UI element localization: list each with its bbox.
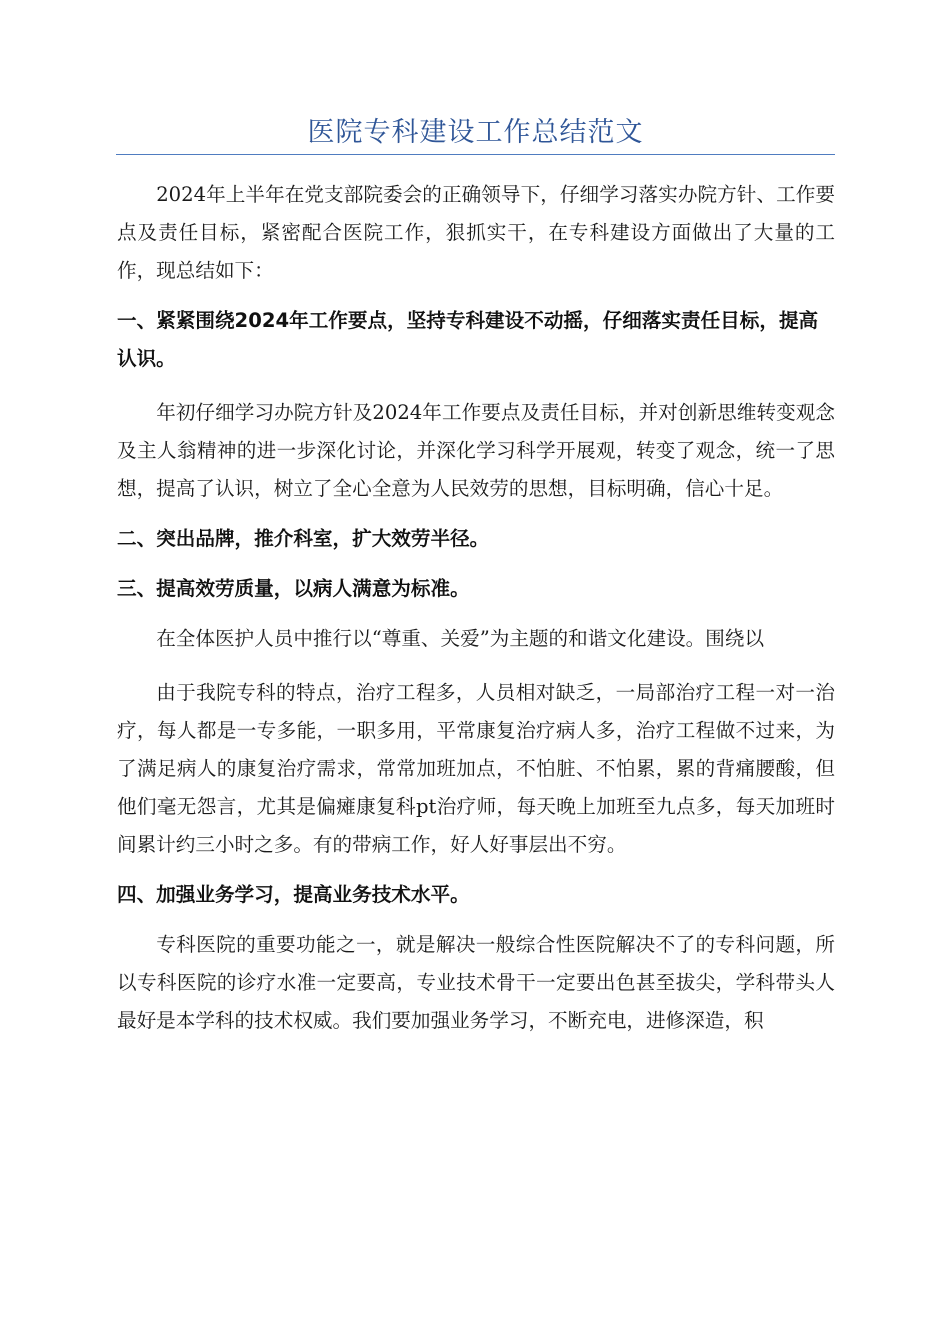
section-1-paragraph: 年初仔细学习办院方针及2024年工作要点及责任目标，并对创新思维转变观念及主人翁精神的进一步深化讨论，并深化学习科学开展观，转变了观念，统一了思想，提高了认识，树立了全心全意为人民效劳的思想，目标明确，信心十足。 [117,401,835,500]
section-1-heading: 一、紧紧围绕2024年工作要点，坚持专科建设不动摇，仔细落实责任目标，提高认识。 [117,309,819,370]
document-title: 医院专科建设工作总结范文 [307,117,644,148]
section-3-paragraph-1: 在全体医护人员中推行以“尊重、关爱”为主题的和谐文化建设。围绕以 [156,627,765,650]
intro-paragraph: 2024年上半年在党支部院委会的正确领导下，仔细学习落实办院方针、工作要点及责任目标，紧密配合医院工作，狠抓实干，在专科建设方面做出了大量的工作，现总结如下： [117,183,835,282]
section-4-heading: 四、加强业务学习，提高业务技术水平。 [117,883,470,906]
document-body [117,176,835,1040]
section-2-heading: 二、突出品牌，推介科室，扩大效劳半径。 [117,527,490,550]
section-3-heading: 三、提高效劳质量，以病人满意为标准。 [117,577,470,600]
section-3-paragraph-2: 由于我院专科的特点，治疗工程多，人员相对缺乏，一局部治疗工程一对一治疗，每人都是一专多能，一职多用，平常康复治疗病人多，治疗工程做不过来，为了满足病人的康复治疗需求，常常加班加点，不怕脏、不怕累，累的背痛腰酸，但他们毫无怨言，尤其是偏瘫康复科pt治疗师，每天晚上加班至九点多，每天加班时间累计约三小时之多。有的带病工作，好人好事层出不穷。 [117,681,835,856]
section-4-paragraph: 专科医院的重要功能之一，就是解决一般综合性医院解决不了的专科问题，所以专科医院的诊疗水准一定要高，专业技术骨干一定要出色甚至拔尖，学科带头人最好是本学科的技术权威。我们要加强业务学习，不断充电，进修深造，积 [117,933,835,1032]
title-underline [116,154,835,155]
